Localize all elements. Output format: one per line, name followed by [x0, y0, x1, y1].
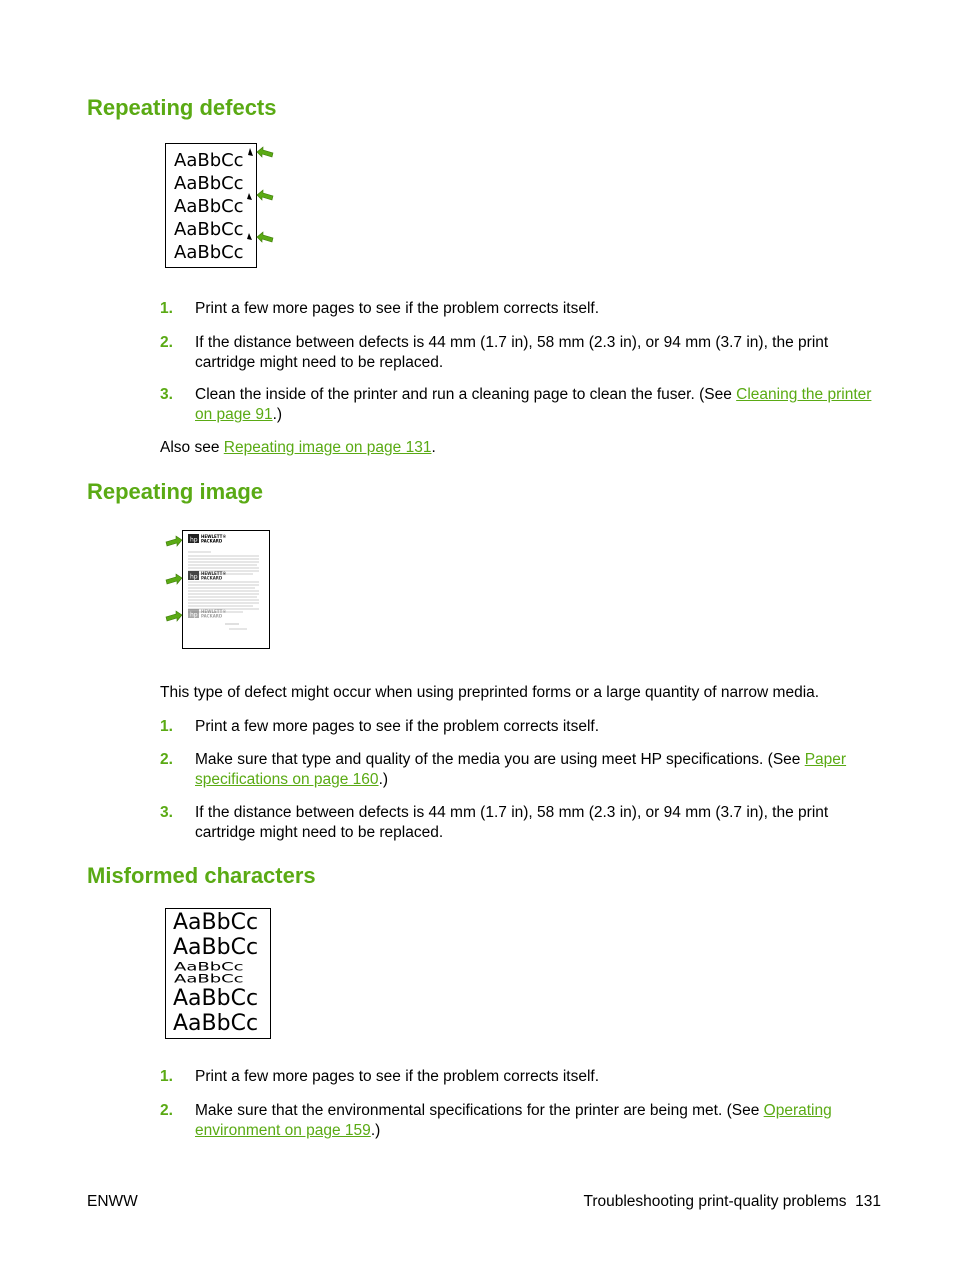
repeating-defects-figure [165, 143, 257, 268]
repeating-image-figure [182, 530, 270, 649]
sample-text-line: AaBbCc [174, 196, 244, 217]
svg-text:hp: hp [190, 611, 198, 619]
misformed-text-line: AaBbCc [174, 960, 244, 974]
link-paper-specifications[interactable]: Paper specifications on page 160 [195, 751, 847, 788]
sample-text-line: AaBbCc [174, 219, 244, 240]
list-item: 1. Print a few more pages to see if the problem corrects itself. [160, 718, 600, 735]
hp-logo-icon [188, 534, 226, 544]
section-title-repeating-defects: Repeating defects [87, 95, 277, 120]
sample-text-line: AaBbCc [173, 910, 259, 935]
link-repeating-image[interactable]: Repeating image on page 131 [223, 439, 432, 456]
page-number: 131 [855, 1193, 881, 1210]
svg-text:hp: hp [190, 573, 198, 581]
hp-logo-icon [188, 571, 226, 581]
list-item: 3. Clean the inside of the printer and run a cleaning page to clean the fuser. (See Cleaning the printer on page 91.) [160, 386, 872, 423]
svg-text:hp: hp [190, 536, 198, 544]
arrow-left-icon [257, 232, 273, 242]
sample-text-line: AaBbCc [174, 242, 244, 263]
list-item: 2. Make sure that the environmental specifications for the printer are being met. (See Operating environment on page 159.) [160, 1102, 832, 1139]
list-item: 2. If the distance between defects is 44 mm (1.7 in), 58 mm (2.3 in), or 94 mm (3.7 in), the print cartridge might need to be replaced. [160, 334, 829, 371]
svg-text:PACKARD: PACKARD [201, 575, 223, 581]
hp-logo-icon [188, 609, 226, 619]
svg-text:HEWLETT®: HEWLETT® [201, 534, 227, 539]
sample-text-line: AaBbCc [173, 1011, 259, 1036]
arrow-right-icon [166, 611, 182, 621]
defect-arrows [256, 145, 276, 255]
arrow-right-icon [166, 574, 182, 584]
arrow-left-icon [257, 190, 273, 200]
arrow-right-icon [166, 536, 182, 546]
misformed-text-line: AaBbCc [174, 972, 244, 986]
section-title-misformed-characters: Misformed characters [87, 863, 316, 888]
list-item: 1. Print a few more pages to see if the problem corrects itself. [160, 300, 600, 317]
misformed-characters-figure [165, 908, 271, 1039]
list-item: 3. If the distance between defects is 44 mm (1.7 in), 58 mm (2.3 in), or 94 mm (3.7 in), the print cartridge might need to be replaced. [160, 804, 829, 841]
link-cleaning-the-printer[interactable]: Cleaning the printer on page 91 [195, 386, 872, 423]
sample-text-line: AaBbCc [173, 935, 259, 960]
link-operating-environment[interactable]: Operating environment on page 159 [195, 1102, 832, 1139]
footer-right [583, 1193, 881, 1211]
sample-text-line: AaBbCc [173, 986, 259, 1011]
repeating-image-intro: This type of defect might occur when using preprinted forms or a large quantity of narrow media. [160, 684, 820, 701]
svg-text:HEWLETT®: HEWLETT® [201, 571, 227, 576]
svg-text:PACKARD: PACKARD [201, 538, 223, 544]
footer-left: ENWW [87, 1193, 138, 1210]
svg-text:HEWLETT®: HEWLETT® [201, 609, 227, 614]
list-item: 1. Print a few more pages to see if the problem corrects itself. [160, 1068, 600, 1085]
defect-marks [166, 144, 258, 269]
svg-text:PACKARD: PACKARD [201, 613, 223, 619]
section-title-repeating-image: Repeating image [87, 479, 264, 504]
repeat-arrows [165, 535, 183, 625]
arrow-left-icon [257, 147, 273, 157]
sample-text-line: AaBbCc [174, 173, 244, 194]
also-see: Also see Repeating image on page 131. [160, 439, 436, 456]
sample-text-line: AaBbCc [174, 150, 244, 171]
list-item: 2. Make sure that type and quality of the media you are using meet HP specifications. (See Paper specifications on page 160.) [160, 751, 847, 788]
footer-chapter-title: Troubleshooting print-quality problems [583, 1193, 847, 1210]
